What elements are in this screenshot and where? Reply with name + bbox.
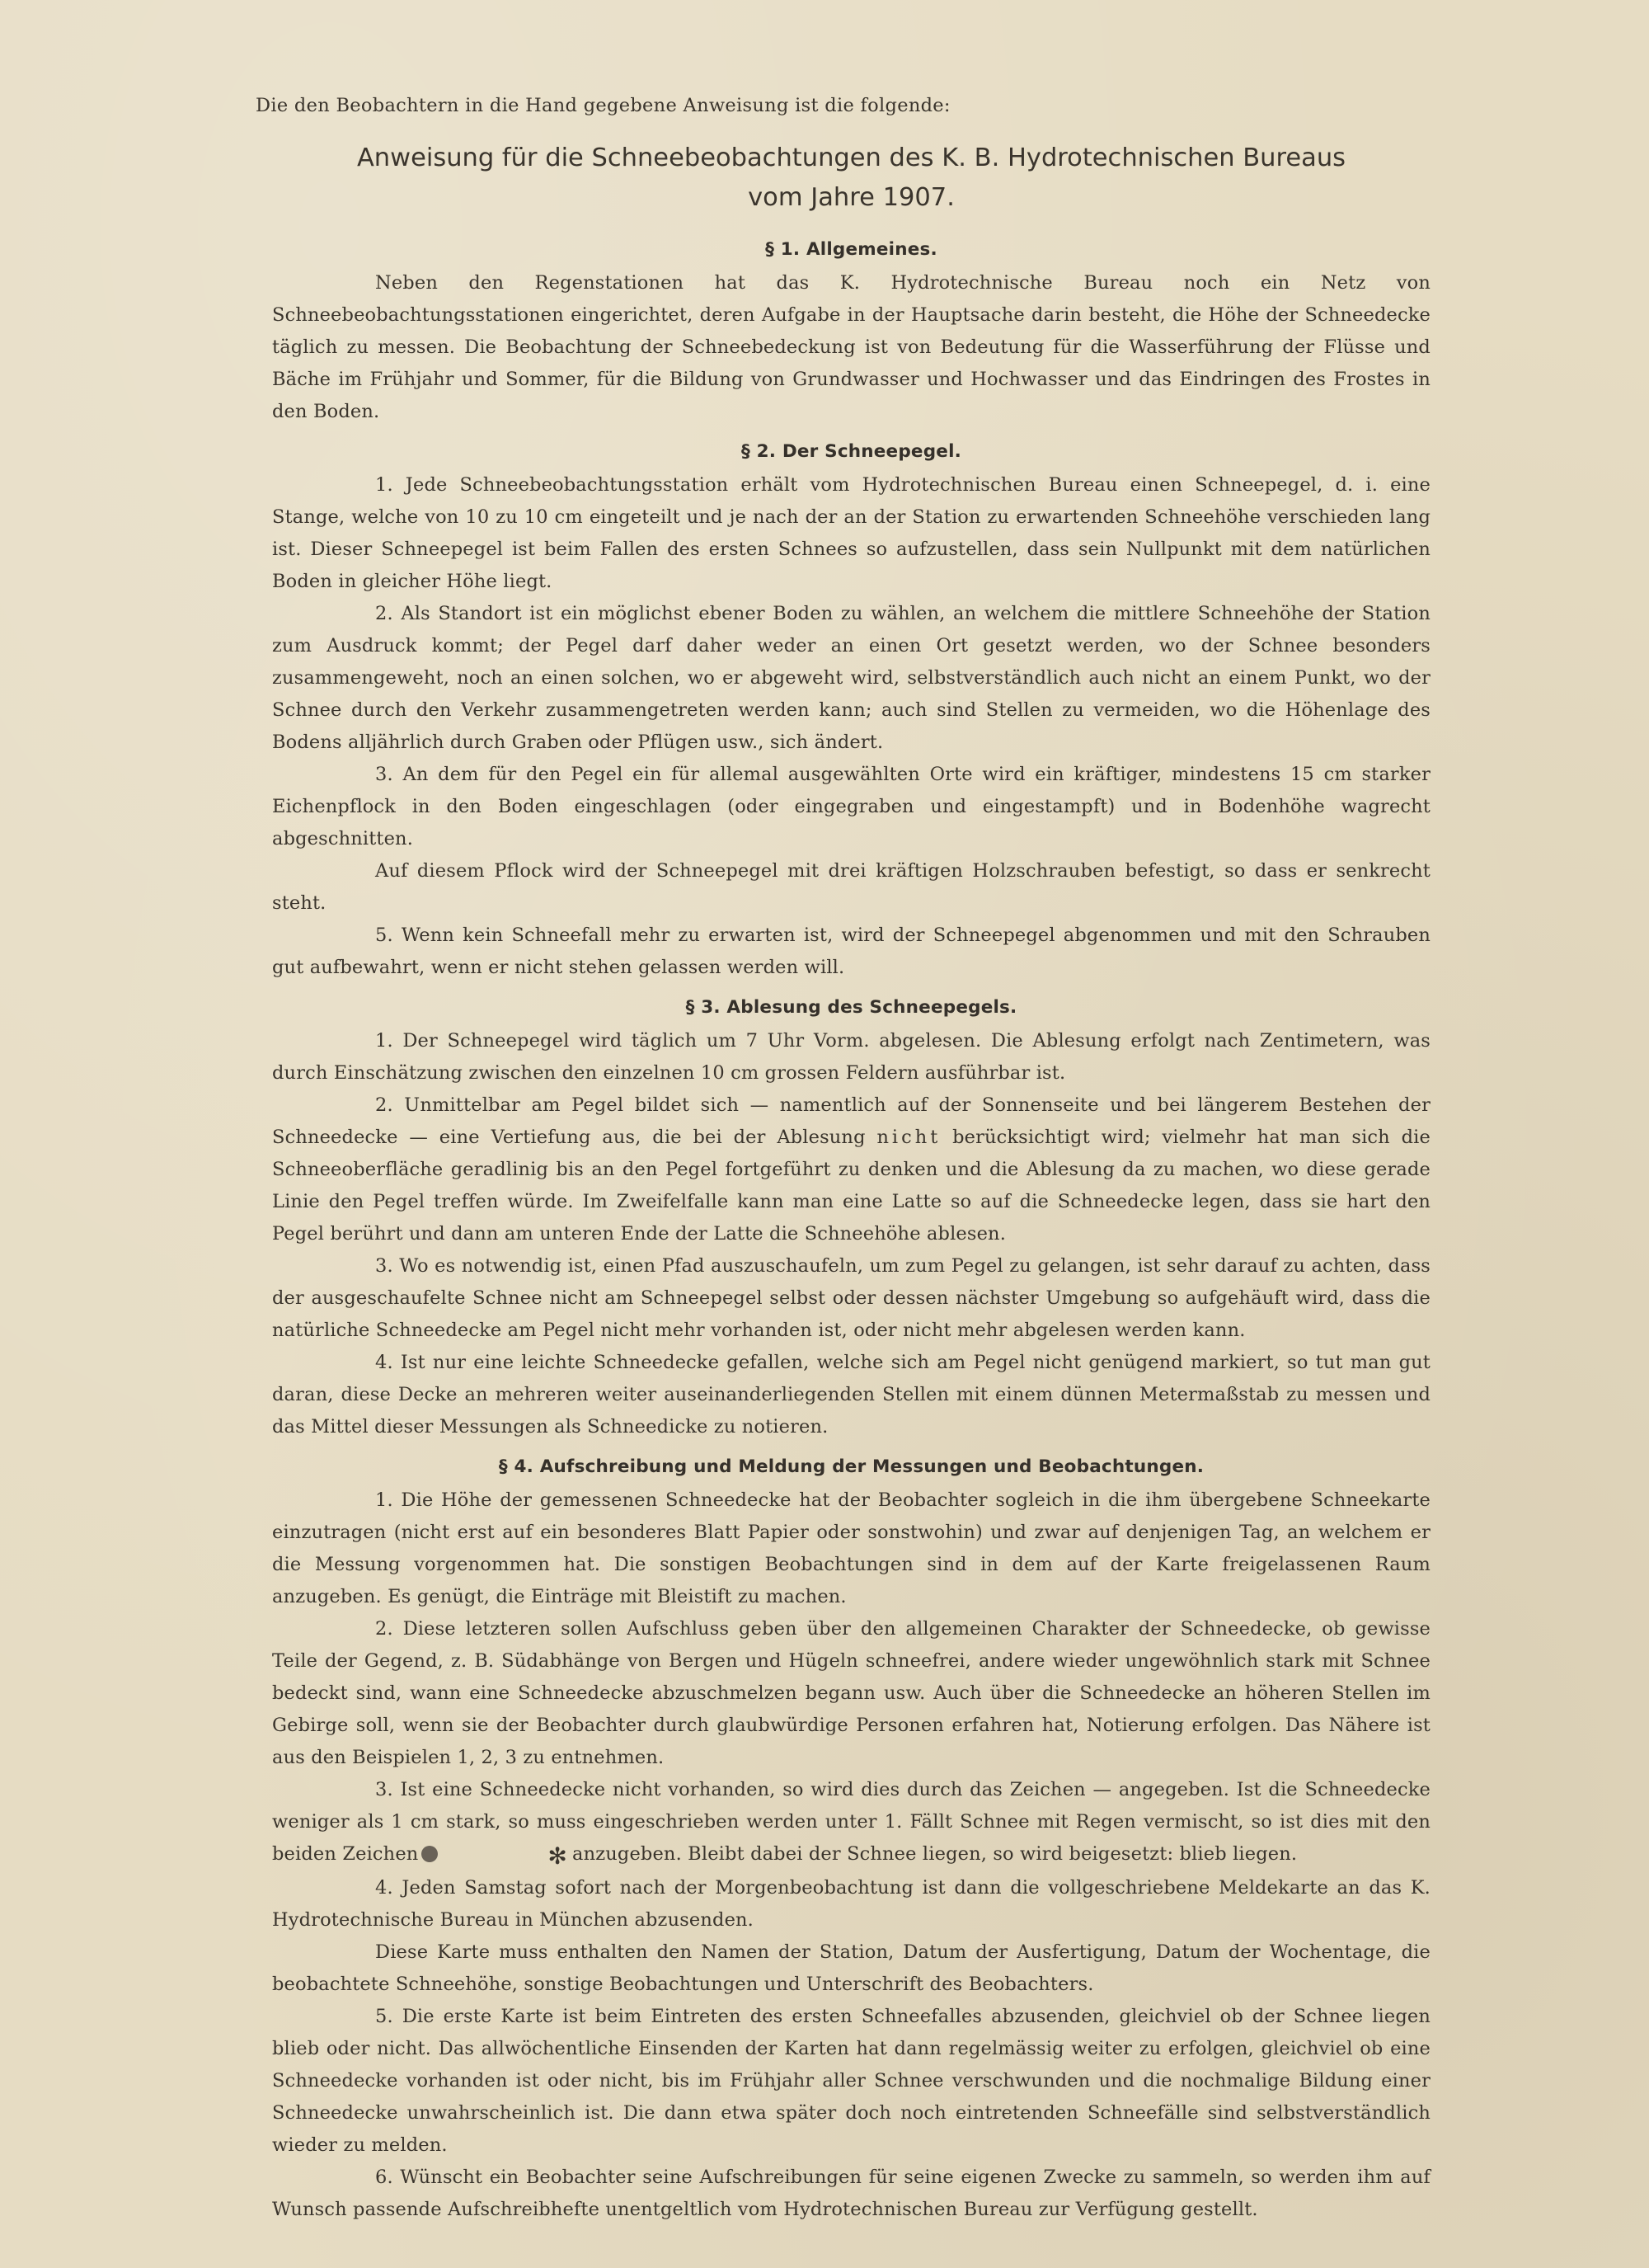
section-2-schneepegel bbox=[272, 440, 1431, 984]
section-4-heading: § 4. Aufschreibung und Meldung der Messungen und Beobachtungen. bbox=[498, 1456, 1205, 1477]
intro-line: Die den Beobachtern in die Hand gegebene Anweisung ist die folgende: bbox=[256, 95, 951, 116]
snow-symbol-icon: ✻ bbox=[547, 1842, 568, 1870]
section-3-paragraph-4: 4. Ist nur eine leichte Schneedecke gefallen, welche sich am Pegel nicht genügend markiert, so tut man gut daran, diese Decke an mehreren weiter auseinanderliegenden Stellen mit einem dünnen Metermaßstab zu messen und das Mittel dieser Messungen als Schneedicke zu notieren. bbox=[272, 1352, 1431, 1437]
section-4-paragraph-1: 1. Die Höhe der gemessenen Schneedecke hat der Beobachter sogleich in die ihm übergebene Schneekarte einzutragen (nicht erst auf ein besonderes Blatt Papier oder sonstwohin) und zwar auf denjenigen Tag, an welchem er die Messung vorgenommen hat. Die sonstigen Beobachtungen sind in dem auf der Karte freigelassenen Raum anzugeben. Es genügt, die Einträge mit Bleistift zu machen. bbox=[272, 1489, 1431, 1607]
section-3-paragraph-1: 1. Der Schneepegel wird täglich um 7 Uhr Vorm. abgelesen. Die Ablesung erfolgt nach Zentimetern, was durch Einschätzung zwischen den einzelnen 10 cm grossen Feldern ausführbar ist. bbox=[272, 1030, 1431, 1084]
section-1-heading: § 1. Allgemeines. bbox=[765, 239, 937, 260]
rain-symbol-icon bbox=[421, 1846, 438, 1862]
section-2-paragraph-4: Auf diesem Pflock wird der Schneepegel mit drei kräftigen Holzschrauben befestigt, so dass er senkrecht steht. bbox=[272, 860, 1431, 914]
section-3-ablesung bbox=[272, 995, 1431, 1443]
document-title-line-2: vom Jahre 1907. bbox=[748, 183, 955, 212]
section-1-paragraph-1: Neben den Regenstationen hat das K. Hydrotechnische Bureau noch ein Netz von Schneebeobachtungsstationen eingerichtet, deren Aufgabe in der Hauptsache darin besteht, die Höhe der Schneedecke täglich zu messen. Die Beobachtung der Schneebedeckung ist von Bedeutung für die Wasserführung der Flüsse und Bäche im Frühjahr und Sommer, für die Bildung von Grundwasser und Hochwasser und das Eindringen des Frostes in den Boden. bbox=[272, 272, 1431, 422]
section-4-paragraph-6: 6. Wünscht ein Beobachter seine Aufschreibungen für seine eigenen Zwecke zu sammeln, so werden ihm auf Wunsch passende Aufschreibhefte unentgeltlich vom Hydrotechnischen Bureau zur Verfügung gestellt. bbox=[272, 2167, 1431, 2220]
document-page bbox=[256, 91, 1431, 2220]
section-4-paragraph-3-part-b: anzugeben. Bleibt dabei der Schnee liegen, so wird beigesetzt: blieb liegen. bbox=[572, 1843, 1298, 1865]
section-2-paragraph-3: 3. An dem für den Pegel ein für allemal ausgewählten Orte wird ein kräftiger, mindestens 15 cm starker Eichenpflock in den Boden eingeschlagen (oder eingegraben und eingestampft) und in Bodenhöhe wagrecht abgeschnitten. bbox=[272, 764, 1431, 849]
section-3-paragraph-2-part-a: 2. Unmittelbar am Pegel bildet sich — namentlich auf der Sonnenseite und bei längerem Bestehen der Schneedecke — eine Vertiefung aus, die bei der Ablesung bbox=[272, 1094, 1431, 1148]
section-4-paragraph-3-part-a: 3. Ist eine Schneedecke nicht vorhanden, so wird dies durch das Zeichen — angegeben. Ist die Schneedecke weniger als 1 cm stark, so muss eingeschrieben werden unter 1. Fällt Schnee mit Regen vermischt, so ist dies mit den beiden Zeichen bbox=[272, 1779, 1431, 1865]
section-3-paragraph-3: 3. Wo es notwendig ist, einen Pfad auszuschaufeln, um zum Pegel zu gelangen, ist sehr darauf zu achten, dass der ausgeschaufelte Schnee nicht am Schneepegel selbst oder dessen nächster Umgebung so aufgehäuft wird, dass die natürliche Schneedecke am Pegel nicht mehr vorhanden ist, oder nicht mehr abgelesen werden kann. bbox=[272, 1255, 1431, 1341]
section-3-paragraph-2 bbox=[272, 1089, 1431, 1250]
section-4-paragraph-2: 2. Diese letzteren sollen Aufschluss geben über den allgemeinen Charakter der Schneedecke, ob gewisse Teile der Gegend, z. B. Südabhänge von Bergen und Hügeln schneefrei, andere wieder ungewöhnlich stark mit Schnee bedeckt sind, wann eine Schneedecke abzuschmelzen begann usw. Auch über die Schneedecke an höheren Stellen im Gebirge soll, wenn sie der Beobachter durch glaubwürdige Personen erfahren hat, Notierung erfolgen. Das Nähere ist aus den Beispielen 1, 2, 3 zu entnehmen. bbox=[272, 1618, 1431, 1768]
section-4-paragraph-4: 4. Jeden Samstag sofort nach der Morgenbeobachtung ist dann die vollgeschriebene Meldekarte an das K. Hydrotechnische Bureau in München abzusenden. bbox=[272, 1877, 1431, 1931]
section-2-paragraph-2: 2. Als Standort ist ein möglichst ebener Boden zu wählen, an welchem die mittlere Schneehöhe der Station zum Ausdruck kommt; der Pegel darf daher weder an einen Ort gesetzt werden, wo der Schnee besonders zusammengeweht, noch an einen solchen, wo er abgeweht wird, selbstverständlich auch nicht an einem Punkt, wo der Schnee durch den Verkehr zusammengetreten werden kann; auch sind Stellen zu vermeiden, wo die Höhenlage des Bodens alljährlich durch Graben oder Pflügen usw., sich ändert. bbox=[272, 603, 1431, 753]
section-4-paragraph-3 bbox=[272, 1774, 1431, 1872]
section-4-aufschreibung bbox=[272, 1455, 1431, 2226]
section-2-heading: § 2. Der Schneepegel. bbox=[740, 441, 962, 462]
emphasis-nicht: nicht bbox=[876, 1127, 942, 1148]
section-4-paragraph-4b: Diese Karte muss enthalten den Namen der Station, Datum der Ausfertigung, Datum der Wochentage, die beobachtete Schneehöhe, sonstige Beobachtungen und Unterschrift des Beobachters. bbox=[272, 1941, 1431, 1995]
document-title bbox=[272, 139, 1431, 218]
section-4-paragraph-5: 5. Die erste Karte ist beim Eintreten des ersten Schneefalles abzusenden, gleichviel ob der Schnee liegen blieb oder nicht. Das allwöchentliche Einsenden der Karten hat dann regelmässig weiter zu erfolgen, gleichviel ob eine Schneedecke vorhanden ist oder nicht, bis im Frühjahr aller Schnee verschwunden und die nochmalige Bildung einer Schneedecke unwahrscheinlich ist. Die dann etwa später doch noch eintretenden Schneefälle sind selbstverständlich wieder zu melden. bbox=[272, 2006, 1431, 2156]
section-1-allgemeines bbox=[272, 238, 1431, 428]
document-title-line-1: Anweisung für die Schneebeobachtungen des K. B. Hydrotechnischen Bureaus bbox=[356, 144, 1346, 172]
section-2-paragraph-1: 1. Jede Schneebeobachtungsstation erhält vom Hydrotechnischen Bureau einen Schneepegel, d. i. eine Stange, welche von 10 zu 10 cm eingeteilt und je nach der an der Station zu erwartenden Schneehöhe verschieden lang ist. Dieser Schneepegel ist beim Fallen des ersten Schnees so aufzustellen, dass sein Nullpunkt mit dem natürlichen Boden in gleicher Höhe liegt. bbox=[272, 474, 1431, 592]
section-3-paragraph-2-part-b: berücksichtigt wird; vielmehr hat man sich die Schneeoberfläche geradlinig bis an den Pegel fortgeführt zu denken und die Ablesung da zu machen, wo diese gerade Linie den Pegel treffen würde. Im Zweifelfalle kann man eine Latte so auf die Schneedecke legen, dass sie hart den Pegel berührt und dann am unteren Ende der Latte die Schneehöhe ablesen. bbox=[272, 1127, 1431, 1245]
section-2-paragraph-5: 5. Wenn kein Schneefall mehr zu erwarten ist, wird der Schneepegel abgenommen und mit den Schrauben gut aufbewahrt, wenn er nicht stehen gelassen werden will. bbox=[272, 925, 1431, 978]
section-3-heading: § 3. Ablesung des Schneepegels. bbox=[685, 997, 1017, 1018]
